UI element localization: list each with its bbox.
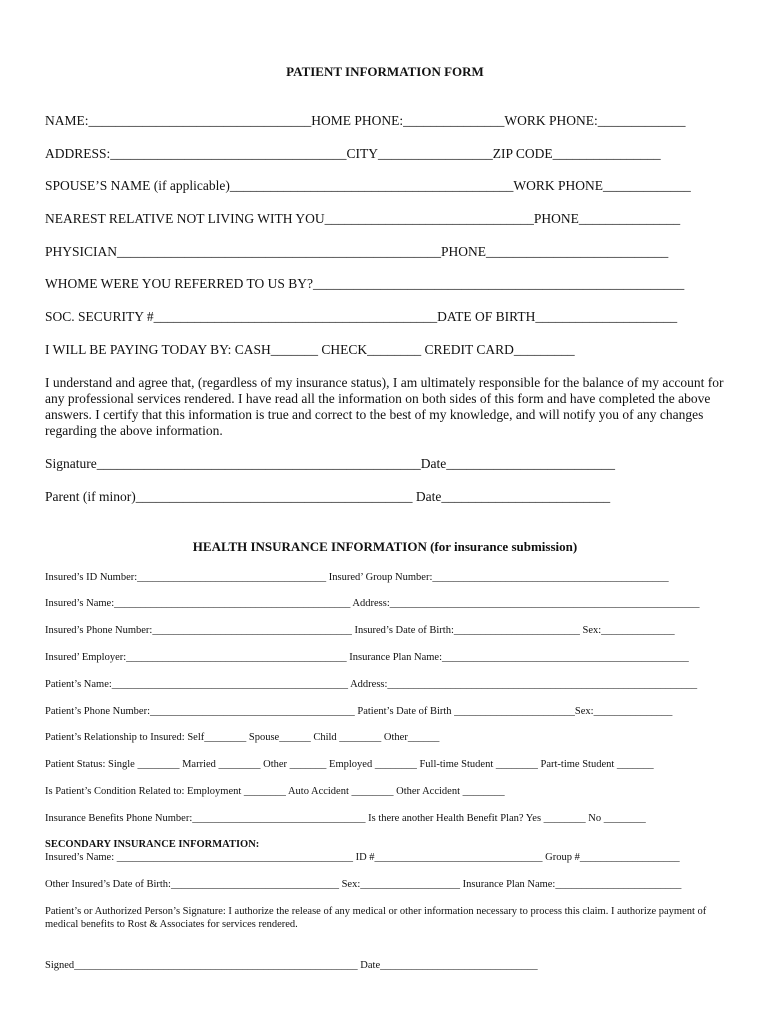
insured-id-line[interactable]: Insured’s ID Number:____________________________________ Insured’ Group Number:_____________________________________________	[45, 572, 669, 583]
parent-signature-line[interactable]: Parent (if minor)_________________________________________ Date_________________________	[45, 489, 611, 504]
patient-status-line[interactable]: Patient Status: Single ________ Married ________ Other _______ Employed ________ Full-time Student ________ Part-time Student _______	[45, 759, 654, 770]
address-line[interactable]: ADDRESS:___________________________________CITY_________________ZIP CODE________________	[45, 146, 661, 161]
spouse-line[interactable]: SPOUSE’S NAME (if applicable)__________________________________________WORK PHONE_____________	[45, 178, 691, 193]
nearest-relative-line[interactable]: NEAREST RELATIVE NOT LIVING WITH YOU_______________________________PHONE_______________	[45, 211, 681, 226]
insured-phone-line[interactable]: Insured’s Phone Number:______________________________________ Insured’s Date of Birth:________________________ Sex:______________	[45, 625, 675, 636]
physician-line[interactable]: PHYSICIAN________________________________________________PHONE___________________________	[45, 244, 669, 259]
signed-date-line[interactable]: Signed______________________________________________________ Date______________________________	[45, 960, 538, 971]
ssn-dob-line[interactable]: SOC. SECURITY #__________________________________________DATE OF BIRTH_____________________	[45, 309, 678, 324]
patient-name-line[interactable]: Patient’s Name:_____________________________________________ Address:___________________________________________________________	[45, 679, 698, 690]
form-title: PATIENT INFORMATION FORM	[286, 64, 484, 79]
relationship-line[interactable]: Patient’s Relationship to Insured: Self________ Spouse______ Child ________ Other______	[45, 732, 440, 743]
authorization-paragraph: Patient’s or Authorized Person’s Signature: I authorize the release of any medical or other information necessary to process this claim. I authorize payment of medical benefits to Rost & Associates for services rendered.	[45, 906, 707, 930]
signature-line[interactable]: Signature________________________________________________Date_________________________	[45, 456, 615, 471]
insured-name-line[interactable]: Insured’s Name:_____________________________________________ Address:___________________________________________________________	[45, 598, 700, 609]
patient-phone-line[interactable]: Patient’s Phone Number:_______________________________________ Patient’s Date of Birth _______________________Sex:_______________	[45, 706, 673, 717]
other-insured-line[interactable]: Other Insured’s Date of Birth:________________________________ Sex:___________________ Insurance Plan Name:________________________	[45, 879, 682, 890]
payment-method-line[interactable]: I WILL BE PAYING TODAY BY: CASH_______ CHECK________ CREDIT CARD_________	[45, 342, 575, 357]
insurance-heading: HEALTH INSURANCE INFORMATION (for insurance submission)	[192, 539, 578, 554]
secondary-insured-line[interactable]: Insured’s Name: _____________________________________________ ID #________________________________ Group #___________________	[45, 852, 680, 863]
condition-related-line[interactable]: Is Patient’s Condition Related to: Employment ________ Auto Accident ________ Other Accident ________	[45, 786, 505, 797]
name-phone-line[interactable]: NAME:_________________________________HOME PHONE:_______________WORK PHONE:_____________	[45, 113, 686, 128]
secondary-insurance-heading: SECONDARY INSURANCE INFORMATION:	[45, 839, 260, 850]
agreement-paragraph: I understand and agree that, (regardless of my insurance status), I am ultimately responsible for the balance of my account for any professional services rendered. I have read all the information on both sides of this form and have completed the above answers. I certify that this information is true and correct to the best of my knowledge, and will notify you of any changes regarding the above information.	[45, 375, 724, 438]
insured-employer-line[interactable]: Insured’ Employer:__________________________________________ Insurance Plan Name:_______________________________________________	[45, 652, 689, 663]
benefits-phone-line[interactable]: Insurance Benefits Phone Number:_________________________________ Is there another Health Benefit Plan? Yes ________ No ________	[45, 813, 646, 824]
referred-by-line[interactable]: WHOME WERE YOU REFERRED TO US BY?_______________________________________________________	[45, 276, 685, 291]
